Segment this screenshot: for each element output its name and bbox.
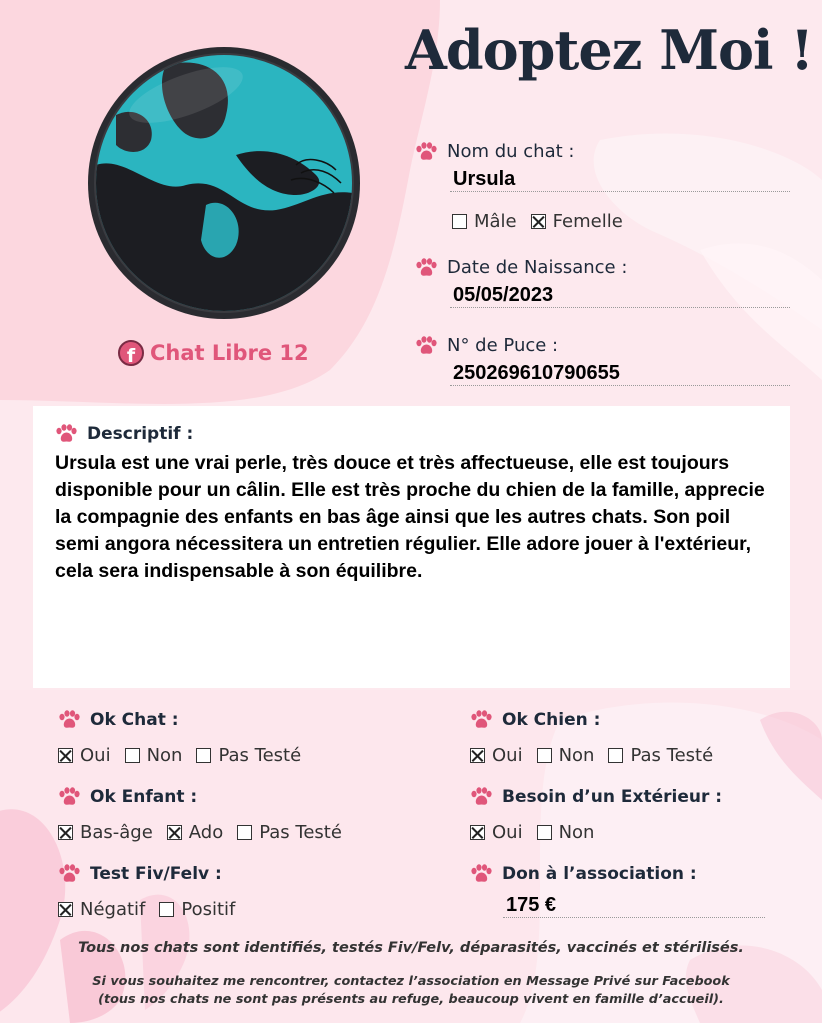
paw-icon — [415, 142, 437, 162]
exterieur-label-text: Besoin d’un Extérieur : — [502, 787, 723, 807]
checkbox[interactable] — [196, 748, 211, 763]
footer-contact-line: Si vous souhaitez me rencontrer, contactez l’association en Message Privé sur Facebook — [92, 974, 730, 989]
cat-photo — [86, 45, 362, 321]
ok-chat-label-text: Ok Chat : — [90, 710, 179, 730]
paw-icon — [470, 787, 492, 807]
exterieur-option-non[interactable]: Non — [537, 822, 595, 843]
ok-chien-option-non[interactable]: Non — [537, 745, 595, 766]
sex-option-female[interactable]: Femelle — [531, 211, 623, 232]
checkbox-checked[interactable] — [470, 748, 485, 763]
chip-label — [415, 335, 558, 356]
ok-chat-label — [58, 710, 179, 730]
checkbox[interactable] — [537, 825, 552, 840]
sex-option-male[interactable]: Mâle — [452, 211, 517, 232]
description-box — [33, 406, 790, 688]
ok-enfant-label-text: Ok Enfant : — [90, 787, 198, 807]
description-label — [55, 424, 193, 444]
ok-chat-option-oui[interactable]: Oui — [58, 745, 111, 766]
birth-date-label-text: Date de Naissance : — [447, 257, 628, 278]
exterieur-label — [470, 787, 722, 807]
checkbox[interactable] — [237, 825, 252, 840]
ok-chien-label — [470, 710, 600, 730]
paw-icon — [415, 336, 437, 356]
don-label-text: Don à l’association : — [502, 864, 697, 884]
ok-chat-option-pas-teste[interactable]: Pas Testé — [196, 745, 301, 766]
checkbox[interactable] — [537, 748, 552, 763]
paw-icon — [55, 424, 77, 444]
description-label-text: Descriptif : — [87, 424, 194, 444]
checkbox-checked[interactable] — [167, 825, 182, 840]
ok-enfant-option-bas-age[interactable]: Bas-âge — [58, 822, 153, 843]
test-fiv-option-negatif[interactable]: Négatif — [58, 899, 145, 920]
ok-chat-options — [58, 745, 307, 766]
footer-contact — [0, 973, 822, 1009]
cat-name-label — [415, 141, 574, 162]
checkbox[interactable] — [608, 748, 623, 763]
test-fiv-label — [58, 864, 222, 884]
sex-options — [452, 211, 629, 232]
ok-enfant-option-pas-teste[interactable]: Pas Testé — [237, 822, 342, 843]
checkbox-checked[interactable] — [58, 902, 73, 917]
ok-enfant-label — [58, 787, 197, 807]
ok-chien-option-pas-teste[interactable]: Pas Testé — [608, 745, 713, 766]
test-fiv-options — [58, 899, 241, 920]
paw-icon — [58, 864, 80, 884]
paw-icon — [415, 258, 437, 278]
description-text: Ursula est une vrai perle, très douce et très affectueuse, elle est toujours disponible pour un câlin. Elle est très proche du chien de la famille, apprecie la compagnie des enfants en bas âge ainsi que les autres chats. Son poil semi angora nécessitera un entretien régulier. Elle adore jouer à l'extérieur, cela sera indispensable à son équilibre. — [55, 452, 765, 582]
don-label — [470, 864, 697, 884]
paw-icon — [58, 710, 80, 730]
birth-date-label — [415, 257, 627, 278]
don-value: 175 € — [503, 894, 765, 918]
checkbox[interactable] — [125, 748, 140, 763]
exterieur-option-oui[interactable]: Oui — [470, 822, 523, 843]
ok-chat-option-non[interactable]: Non — [125, 745, 183, 766]
birth-date-value: 05/05/2023 — [450, 284, 790, 308]
test-fiv-option-positif[interactable]: Positif — [159, 899, 235, 920]
paw-icon — [470, 864, 492, 884]
exterieur-options — [470, 822, 600, 843]
facebook-link[interactable] — [118, 340, 309, 366]
footer-note-line: (tous nos chats ne sont pas présents au refuge, beaucoup vivent en famille d’accueil). — [98, 992, 724, 1007]
ok-chien-label-text: Ok Chien : — [502, 710, 601, 730]
facebook-page-name: Chat Libre 12 — [150, 341, 309, 365]
checkbox[interactable] — [452, 214, 467, 229]
footer-info: Tous nos chats sont identifiés, testés Fiv/Felv, déparasités, vaccinés et stérilisés. — [78, 940, 744, 956]
cat-name-value: Ursula — [450, 168, 790, 192]
ok-chien-option-oui[interactable]: Oui — [470, 745, 523, 766]
checkbox-checked[interactable] — [58, 825, 73, 840]
checkbox-checked[interactable] — [531, 214, 546, 229]
paw-icon — [470, 710, 492, 730]
checkbox-checked[interactable] — [470, 825, 485, 840]
ok-chien-options — [470, 745, 719, 766]
checkbox[interactable] — [159, 902, 174, 917]
cat-name-label-text: Nom du chat : — [447, 141, 575, 162]
chip-label-text: N° de Puce : — [447, 335, 559, 356]
test-fiv-label-text: Test Fiv/Felv : — [90, 864, 222, 884]
facebook-icon: f — [118, 340, 144, 366]
paw-icon — [58, 787, 80, 807]
checkbox-checked[interactable] — [58, 748, 73, 763]
chip-value: 250269610790655 — [450, 362, 790, 386]
ok-enfant-options — [58, 822, 348, 843]
ok-enfant-option-ado[interactable]: Ado — [167, 822, 223, 843]
page-title: Adoptez Moi ! — [405, 18, 814, 82]
